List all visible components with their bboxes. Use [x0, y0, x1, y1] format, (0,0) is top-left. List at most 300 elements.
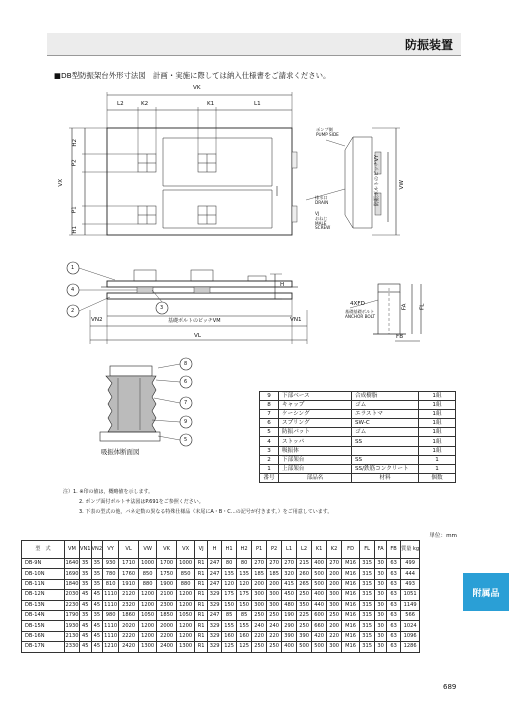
- note-2: 2. ポンプ面付ボルトサ法図はP.691をご参照ください。: [79, 499, 204, 505]
- spec-cell: 2100: [157, 590, 177, 600]
- spec-cell: 1110: [103, 621, 119, 631]
- pump-side-label: [316, 128, 339, 138]
- spec-cell: 2220: [119, 631, 139, 641]
- spec-cell: 850: [139, 569, 157, 579]
- callout-1: 1: [71, 265, 75, 271]
- spec-cell: 1750: [157, 569, 177, 579]
- spec-cell: 1700: [157, 559, 177, 569]
- spec-cell: 500: [312, 569, 327, 579]
- parts-cell: 1組: [419, 419, 456, 428]
- spec-cell: 315: [360, 610, 375, 620]
- spec-cell: 1149: [401, 600, 420, 610]
- spec-cell: 1690: [65, 569, 80, 579]
- parts-footer-cell: 個数: [419, 473, 456, 482]
- spec-cell: 1210: [103, 642, 119, 652]
- spec-header-cell: VL: [119, 541, 139, 559]
- spec-cell: 150: [222, 600, 237, 610]
- spec-cell: 240: [267, 621, 282, 631]
- dim-fa: FA: [401, 303, 408, 311]
- spec-cell: 45: [91, 600, 103, 610]
- spec-row: [22, 579, 420, 589]
- dim-h: H: [280, 282, 285, 288]
- spec-cell: M16: [342, 621, 360, 631]
- spec-cell: DB-12N: [22, 590, 65, 600]
- spec-cell: R1: [195, 600, 208, 610]
- spec-cell: 200: [327, 569, 342, 579]
- spec-cell: 63: [387, 559, 401, 569]
- spec-cell: 1200: [139, 600, 157, 610]
- spec-cell: 1110: [103, 631, 119, 641]
- spec-cell: 63: [387, 631, 401, 641]
- parts-cell: 1組: [419, 428, 456, 437]
- spec-cell: 30: [375, 579, 387, 589]
- spec-header-cell: VM: [65, 541, 80, 559]
- spec-header-cell: VW: [139, 541, 157, 559]
- parts-cell: 1組: [419, 392, 456, 401]
- spec-cell: 500: [312, 579, 327, 589]
- spec-cell: 1300: [139, 642, 157, 652]
- top-view: [69, 92, 400, 235]
- spec-cell: 1900: [157, 579, 177, 589]
- spec-cell: 1286: [401, 642, 420, 652]
- spec-header-cell: H1: [222, 541, 237, 559]
- spec-cell: 480: [282, 600, 297, 610]
- dim-p2: P2: [71, 159, 78, 167]
- spec-cell: 1930: [65, 621, 80, 631]
- spec-cell: 150: [237, 600, 252, 610]
- spec-header-cell: P1: [252, 541, 267, 559]
- callout-8: 8: [184, 361, 188, 367]
- parts-cell: 1: [419, 464, 456, 473]
- callout-5: 5: [184, 437, 188, 443]
- parts-row: [260, 401, 456, 410]
- spec-cell: 247: [208, 579, 222, 589]
- dim-h1: H1: [72, 225, 79, 234]
- spec-cell: 1096: [401, 631, 420, 641]
- vj-label: [315, 212, 330, 231]
- spec-cell: 320: [282, 569, 297, 579]
- spec-cell: 315: [360, 621, 375, 631]
- parts-cell: キャップ: [279, 401, 352, 410]
- spec-cell: 850: [177, 569, 195, 579]
- spec-cell: 315: [360, 559, 375, 569]
- pump-side-en: PUMP SIDE: [316, 131, 339, 137]
- parts-cell: 1組: [419, 446, 456, 455]
- spec-cell: 500: [312, 642, 327, 652]
- vj-code: VJ: [315, 211, 320, 216]
- spec-cell: DB-16N: [22, 631, 65, 641]
- spec-cell: 260: [297, 569, 312, 579]
- spec-cell: 250: [252, 610, 267, 620]
- spec-cell: 450: [282, 590, 297, 600]
- dim-vn1: VN1: [290, 317, 302, 323]
- callout-9: 9: [184, 419, 188, 425]
- unit-label: 単位：mm: [429, 533, 457, 539]
- spec-cell: 80: [237, 559, 252, 569]
- spec-cell: 185: [252, 569, 267, 579]
- spec-cell: 300: [267, 600, 282, 610]
- spec-cell: 1200: [139, 631, 157, 641]
- spec-cell: 1050: [177, 610, 195, 620]
- spec-header-cell: H2: [237, 541, 252, 559]
- spec-cell: 1840: [65, 579, 80, 589]
- side-view: [67, 262, 307, 344]
- spec-header-cell: VY: [103, 541, 119, 559]
- spec-header-cell: L2: [297, 541, 312, 559]
- dim-h2: H2: [72, 138, 79, 147]
- parts-cell: 合成樹脂: [352, 392, 419, 401]
- spec-cell: 880: [177, 579, 195, 589]
- spec-cell: 200: [267, 579, 282, 589]
- side-tab-accessories: 附属品: [463, 573, 509, 611]
- spec-cell: 1050: [139, 610, 157, 620]
- parts-row: [260, 437, 456, 446]
- anchor-bolt-jp: 基礎基礎ボルト: [345, 309, 375, 314]
- parts-row: [260, 428, 456, 437]
- spec-cell: 45: [91, 631, 103, 641]
- parts-cell: 1: [419, 455, 456, 464]
- spec-cell: 2030: [65, 590, 80, 600]
- dim-vx: VX: [58, 178, 65, 187]
- parts-cell: 吸振体: [279, 446, 352, 455]
- callout-3: 3: [160, 305, 164, 311]
- notes: [63, 487, 332, 517]
- spec-cell: 810: [103, 579, 119, 589]
- spec-cell: 2400: [157, 642, 177, 652]
- spec-cell: 315: [360, 590, 375, 600]
- spec-cell: 63: [387, 590, 401, 600]
- spec-cell: 125: [237, 642, 252, 652]
- vj-screw-jp: おねじ: [315, 215, 328, 221]
- spec-cell: 45: [80, 631, 92, 641]
- spec-cell: 45: [80, 621, 92, 631]
- spec-cell: 63: [387, 579, 401, 589]
- parts-cell: 1: [260, 464, 279, 473]
- spec-cell: 250: [327, 610, 342, 620]
- spec-cell: 2230: [65, 600, 80, 610]
- spec-cell: 1760: [119, 569, 139, 579]
- parts-cell: [352, 446, 419, 455]
- spec-cell: 1024: [401, 621, 420, 631]
- spec-cell: R1: [195, 642, 208, 652]
- parts-row: [260, 464, 456, 473]
- parts-cell: 4: [260, 437, 279, 446]
- dim-vk: VK: [193, 85, 201, 91]
- spec-cell: M16: [342, 631, 360, 641]
- spec-cell: 1300: [177, 642, 195, 652]
- spec-cell: 200: [327, 579, 342, 589]
- parts-cell: ゴム: [352, 428, 419, 437]
- spec-cell: M16: [342, 579, 360, 589]
- spec-row: [22, 621, 420, 631]
- parts-row: [260, 455, 456, 464]
- spec-header-cell: H: [208, 541, 222, 559]
- spec-cell: 200: [252, 579, 267, 589]
- spec-cell: 85: [222, 610, 237, 620]
- spec-cell: 250: [252, 642, 267, 652]
- spec-cell: 125: [222, 642, 237, 652]
- spec-cell: 2320: [119, 600, 139, 610]
- spec-cell: 220: [252, 631, 267, 641]
- spec-cell: 566: [401, 610, 420, 620]
- spec-row: [22, 610, 420, 620]
- spec-cell: 247: [208, 559, 222, 569]
- spec-cell: 63: [387, 642, 401, 652]
- spec-cell: 35: [91, 610, 103, 620]
- spec-header-cell: K2: [327, 541, 342, 559]
- spec-cell: 45: [91, 642, 103, 652]
- parts-cell: 上部架台: [279, 464, 352, 473]
- spec-cell: 185: [267, 569, 282, 579]
- spec-cell: 1110: [103, 600, 119, 610]
- note-3: 3. 下表の型式の他，バネ定数の異なる特殊仕様品（末尾にA・B・C…の記号が付きます。）をご用意しています。: [79, 509, 333, 515]
- parts-cell: 6: [260, 419, 279, 428]
- page-number: 689: [443, 683, 457, 691]
- spec-cell: 155: [222, 621, 237, 631]
- spec-cell: 35: [80, 569, 92, 579]
- spec-header-cell: FA: [375, 541, 387, 559]
- spec-cell: 350: [297, 600, 312, 610]
- spec-cell: 220: [327, 631, 342, 641]
- spec-cell: 2020: [119, 621, 139, 631]
- callout-2: 2: [71, 308, 75, 314]
- spec-cell: M16: [342, 559, 360, 569]
- spec-cell: 300: [252, 600, 267, 610]
- spec-cell: 1000: [139, 559, 157, 569]
- spec-cell: 1200: [177, 631, 195, 641]
- spec-header-cell: VX: [177, 541, 195, 559]
- spec-cell: 247: [208, 610, 222, 620]
- spec-cell: 1910: [119, 579, 139, 589]
- spec-cell: 329: [208, 600, 222, 610]
- parts-table: [259, 391, 456, 483]
- pump-side-jp: ポンプ側: [316, 127, 333, 132]
- spec-cell: 2200: [157, 631, 177, 641]
- spec-cell: 660: [312, 621, 327, 631]
- spec-cell: DB-13N: [22, 600, 65, 610]
- spec-cell: 1200: [139, 590, 157, 600]
- spec-cell: DB-9N: [22, 559, 65, 569]
- spec-cell: 35: [91, 579, 103, 589]
- spec-cell: 35: [91, 569, 103, 579]
- spec-cell: 2420: [119, 642, 139, 652]
- spec-cell: 1710: [119, 559, 139, 569]
- spec-cell: 315: [360, 579, 375, 589]
- spec-cell: 30: [375, 559, 387, 569]
- dim-p1: P1: [71, 206, 78, 214]
- spec-cell: 390: [282, 631, 297, 641]
- spec-cell: 315: [360, 569, 375, 579]
- spec-cell: 415: [282, 579, 297, 589]
- drain-en: DRAIN: [315, 199, 329, 205]
- spec-cell: 300: [252, 590, 267, 600]
- spec-cell: 160: [237, 631, 252, 641]
- dim-vl: VL: [194, 333, 201, 339]
- spec-cell: 135: [222, 569, 237, 579]
- spec-cell: 1200: [177, 621, 195, 631]
- spec-row: [22, 642, 420, 652]
- spec-cell: 225: [297, 610, 312, 620]
- parts-cell: 8: [260, 401, 279, 410]
- spec-cell: 290: [282, 621, 297, 631]
- spec-cell: 250: [267, 642, 282, 652]
- spec-cell: 300: [327, 642, 342, 652]
- spec-cell: 499: [401, 559, 420, 569]
- spec-cell: 270: [327, 559, 342, 569]
- spec-cell: 200: [327, 621, 342, 631]
- spec-header-cell: 型 式: [22, 541, 65, 559]
- parts-cell: 9: [260, 392, 279, 401]
- spec-cell: 270: [267, 559, 282, 569]
- spec-header-cell: VN2: [91, 541, 103, 559]
- callout-7: 7: [184, 400, 188, 406]
- section-title: ■DB型防振架台外形寸法図 計画・実施に際しては納入仕様書をご請求ください。: [54, 71, 331, 80]
- spec-header-cell: FL: [360, 541, 375, 559]
- spec-cell: R1: [195, 621, 208, 631]
- spec-cell: 30: [375, 569, 387, 579]
- parts-cell: ケーシング: [279, 410, 352, 419]
- parts-footer-cell: 部品名: [279, 473, 352, 482]
- spec-cell: 2130: [65, 631, 80, 641]
- parts-cell: エラストマ: [352, 410, 419, 419]
- parts-footer-cell: 番号: [260, 473, 279, 482]
- spec-cell: DB-17N: [22, 642, 65, 652]
- spec-row: [22, 600, 420, 610]
- spec-cell: 35: [80, 579, 92, 589]
- parts-cell: SS: [352, 437, 419, 446]
- spec-row: [22, 631, 420, 641]
- spec-cell: 1850: [157, 610, 177, 620]
- spec-cell: M16: [342, 610, 360, 620]
- spec-cell: 400: [312, 559, 327, 569]
- spec-cell: 1051: [401, 590, 420, 600]
- parts-cell: ストッパ: [279, 437, 352, 446]
- spec-cell: 300: [267, 590, 282, 600]
- spec-row: [22, 590, 420, 600]
- parts-cell: 1組: [419, 437, 456, 446]
- spec-cell: 30: [375, 610, 387, 620]
- spec-cell: 329: [208, 642, 222, 652]
- fd-label: 4XFD: [350, 301, 365, 307]
- spec-cell: 300: [327, 600, 342, 610]
- spec-cell: 880: [139, 579, 157, 589]
- spec-cell: 1200: [139, 621, 157, 631]
- spec-cell: 45: [91, 590, 103, 600]
- absorber-section-drawing: [100, 358, 192, 446]
- spec-cell: 35: [80, 559, 92, 569]
- spec-cell: 1200: [177, 590, 195, 600]
- dim-fb: FB: [396, 334, 404, 340]
- dim-vn2: VN2: [91, 317, 103, 323]
- spec-cell: 45: [80, 642, 92, 652]
- parts-row: [260, 410, 456, 419]
- spec-header-cell: FB: [387, 541, 401, 559]
- parts-cell: 2: [260, 455, 279, 464]
- spec-cell: 1640: [65, 559, 80, 569]
- anchor-bolt-label: [345, 310, 375, 320]
- spec-cell: 155: [237, 621, 252, 631]
- spec-cell: 444: [401, 569, 420, 579]
- spec-cell: 400: [282, 642, 297, 652]
- spec-cell: 247: [208, 569, 222, 579]
- spec-cell: 1110: [103, 590, 119, 600]
- spec-cell: 80: [222, 559, 237, 569]
- spec-row: [22, 559, 420, 569]
- spec-cell: 600: [312, 610, 327, 620]
- spec-cell: 1000: [177, 559, 195, 569]
- spec-cell: 30: [375, 631, 387, 641]
- spec-row: [22, 569, 420, 579]
- parts-row: [260, 419, 456, 428]
- spec-cell: 63: [387, 600, 401, 610]
- spec-cell: 250: [297, 590, 312, 600]
- spec-cell: DB-11N: [22, 579, 65, 589]
- spec-cell: 2300: [157, 600, 177, 610]
- parts-footer-cell: 材料: [352, 473, 419, 482]
- spec-cell: 390: [297, 631, 312, 641]
- spec-cell: 1200: [177, 600, 195, 610]
- spec-header-cell: FD: [342, 541, 360, 559]
- spec-cell: R1: [195, 569, 208, 579]
- parts-cell: 1組: [419, 410, 456, 419]
- spec-header-cell: VJ: [195, 541, 208, 559]
- spec-cell: M16: [342, 642, 360, 652]
- spec-cell: 329: [208, 631, 222, 641]
- spec-cell: 250: [297, 621, 312, 631]
- spec-cell: 250: [267, 610, 282, 620]
- spec-cell: 45: [91, 621, 103, 631]
- page-title: 防振装置: [404, 38, 453, 52]
- parts-cell: 防振パット: [279, 428, 352, 437]
- parts-footer-row: [260, 473, 456, 482]
- note-1: 注）1. ※印の値は，概略値を示します。: [63, 489, 154, 495]
- parts-row: [260, 392, 456, 401]
- spec-cell: 329: [208, 590, 222, 600]
- section-caption: 吸振体断面図: [101, 448, 140, 456]
- spec-cell: 2120: [119, 590, 139, 600]
- callout-6: 6: [184, 379, 188, 385]
- spec-cell: 930: [103, 559, 119, 569]
- parts-row: [260, 446, 456, 455]
- spec-cell: 35: [80, 610, 92, 620]
- spec-header-cell: VN1: [80, 541, 92, 559]
- drain-jp: 排水口: [315, 195, 328, 200]
- spec-cell: 2330: [65, 642, 80, 652]
- spec-cell: 2000: [157, 621, 177, 631]
- spec-cell: 240: [252, 621, 267, 631]
- parts-cell: 下部架台: [279, 455, 352, 464]
- spec-cell: 120: [222, 579, 237, 589]
- spec-cell: 190: [282, 610, 297, 620]
- spec-header-cell: P2: [267, 541, 282, 559]
- spec-header-cell: L1: [282, 541, 297, 559]
- dim-vm: 基礎ボルトのピッチVM: [168, 318, 221, 324]
- spec-cell: 175: [237, 590, 252, 600]
- spec-cell: 35: [91, 559, 103, 569]
- parts-cell: スプリング: [279, 419, 352, 428]
- parts-cell: SS/鉄筋コンクリート: [352, 464, 419, 473]
- spec-cell: DB-10N: [22, 569, 65, 579]
- spec-cell: 400: [312, 590, 327, 600]
- spec-cell: 63: [387, 610, 401, 620]
- spec-cell: 980: [103, 610, 119, 620]
- spec-cell: 30: [375, 621, 387, 631]
- spec-cell: 329: [208, 621, 222, 631]
- spec-cell: 45: [80, 600, 92, 610]
- spec-cell: R1: [195, 590, 208, 600]
- parts-cell: SS: [352, 455, 419, 464]
- spec-cell: 63: [387, 621, 401, 631]
